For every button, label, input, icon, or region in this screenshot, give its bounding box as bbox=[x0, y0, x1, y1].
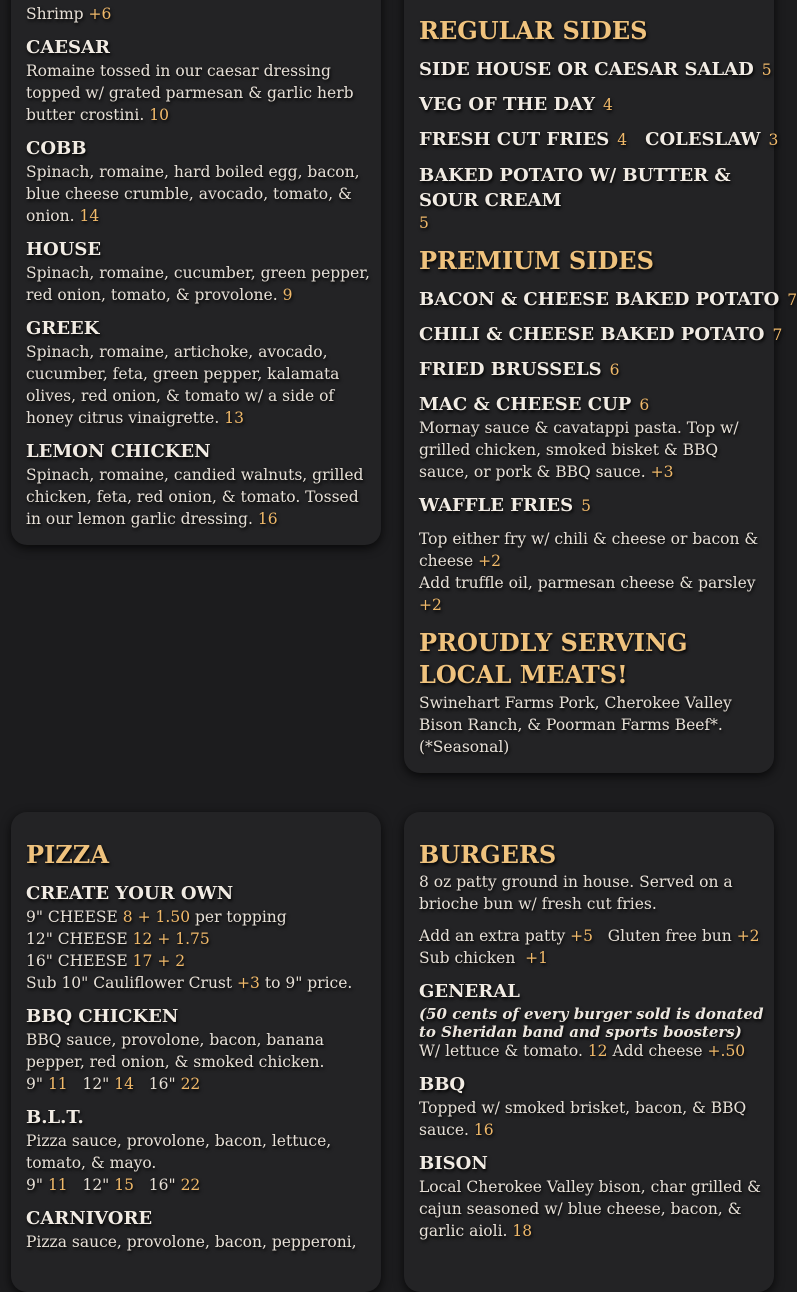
greek-name: GREEK bbox=[26, 318, 100, 339]
caesar-name: CAESAR bbox=[26, 37, 110, 58]
regular-side-item: BAKED POTATO W/ BUTTER & SOUR CREAM bbox=[419, 165, 731, 211]
burger-addons: Add an extra patty +5 Gluten free bun +2 Sub chicken +1 bbox=[419, 927, 760, 967]
blt-name: B.L.T. bbox=[26, 1107, 84, 1128]
bbq-burger-desc: Topped w/ smoked brisket, bacon, & BBQ sauce. 16 bbox=[419, 1099, 747, 1139]
house-desc: Spinach, romaine, cucumber, green pepper, red onion, tomato, & provolone. 9 bbox=[26, 264, 370, 304]
bison-burger-desc: Local Cherokee Valley bison, char grilled & cajun seasoned w/ blue cheese, bacon, & garlic aioli. 18 bbox=[419, 1178, 761, 1240]
pizza-title: PIZZA bbox=[26, 840, 109, 869]
premium-side-item: FRIED BRUSSELS 6 bbox=[419, 359, 620, 380]
salads-card bbox=[11, 0, 381, 545]
regular-side-price: 5 bbox=[419, 214, 429, 232]
bbq-burger-name: BBQ bbox=[419, 1074, 466, 1095]
burgers-card bbox=[404, 812, 774, 1292]
shrimp-addon: Shrimp +6 bbox=[26, 5, 112, 23]
bbq-chicken-desc: BBQ sauce, provolone, bacon, banana pepper, red onion, & smoked chicken. bbox=[26, 1031, 325, 1071]
bison-burger-name: BISON bbox=[419, 1153, 488, 1174]
premium-side-item: CHILI & CHEESE BAKED POTATO 7 bbox=[419, 324, 783, 345]
general-burger-name: GENERAL bbox=[419, 981, 520, 1002]
fry-addon: Add truffle oil, parmesan cheese & parsley +2 bbox=[419, 574, 756, 614]
cyo-line: 16" CHEESE 17 + 2 bbox=[26, 952, 186, 970]
carnivore-name: CARNIVORE bbox=[26, 1208, 153, 1229]
bbq-chicken-name: BBQ CHICKEN bbox=[26, 1006, 179, 1027]
premium-side-item: MAC & CHEESE CUP 6 bbox=[419, 394, 650, 415]
regular-side-item: FRESH CUT FRIES 4 COLESLAW 3 bbox=[419, 129, 779, 150]
cobb-desc: Spinach, romaine, hard boiled egg, bacon, blue cheese crumble, avocado, tomato, & onion. 14 bbox=[26, 163, 360, 225]
general-burger-note: (50 cents of every burger sold is donated to Sheridan band and sports boosters) bbox=[419, 1005, 764, 1041]
burgers-title: BURGERS bbox=[419, 840, 557, 869]
local-meats-desc: Swinehart Farms Pork, Cherokee Valley Bison Ranch, & Poorman Farms Beef*. (*Seasonal) bbox=[419, 694, 732, 756]
cauliflower-line: Sub 10" Cauliflower Crust +3 to 9" price. bbox=[26, 974, 353, 992]
carnivore-desc: Pizza sauce, provolone, bacon, pepperoni, bbox=[26, 1233, 357, 1251]
caesar-desc: Romaine tossed in our caesar dressing topped w/ grated parmesan & garlic herb butter crostini. 10 bbox=[26, 62, 354, 124]
regular-side-item: SIDE HOUSE OR CAESAR SALAD 5 bbox=[419, 59, 772, 80]
lemon-chicken-desc: Spinach, romaine, candied walnuts, grilled chicken, feta, red onion, & tomato. Tossed in our lemon garlic dressing. 16 bbox=[26, 466, 364, 528]
greek-desc: Spinach, romaine, artichoke, avocado, cucumber, feta, green pepper, kalamata olives, red onion, & tomato w/ a side of honey citrus vinaigrette. 13 bbox=[26, 343, 340, 427]
regular-sides-title: REGULAR SIDES bbox=[419, 16, 648, 45]
mac-cheese-desc: Mornay sauce & cavatappi pasta. Top w/ grilled chicken, smoked bisket & BBQ sauce, or pork & BBQ sauce. +3 bbox=[419, 419, 739, 481]
general-burger-desc: W/ lettuce & tomato. 12 Add cheese +.50 bbox=[419, 1042, 746, 1060]
house-name: HOUSE bbox=[26, 239, 102, 260]
pizza-card bbox=[11, 812, 381, 1292]
burgers-intro: 8 oz patty ground in house. Served on a brioche bun w/ fresh cut fries. bbox=[419, 873, 733, 913]
premium-side-item: BACON & CHEESE BAKED POTATO 7 bbox=[419, 289, 797, 310]
regular-side-item: VEG OF THE DAY 4 bbox=[419, 94, 613, 115]
blt-prices: 9" 11 12" 15 16" 22 bbox=[26, 1176, 201, 1194]
cyo-line: 12" CHEESE 12 + 1.75 bbox=[26, 930, 210, 948]
blt-desc: Pizza sauce, provolone, bacon, lettuce, tomato, & mayo. bbox=[26, 1132, 332, 1172]
local-meats-title: PROUDLY SERVING LOCAL MEATS! bbox=[419, 628, 688, 689]
bbq-chicken-prices: 9" 11 12" 14 16" 22 bbox=[26, 1075, 201, 1093]
sides-card bbox=[404, 0, 797, 773]
cyo-name: CREATE YOUR OWN bbox=[26, 883, 234, 904]
cobb-name: COBB bbox=[26, 138, 87, 159]
premium-side-item: WAFFLE FRIES 5 bbox=[419, 495, 591, 516]
cyo-line: 9" CHEESE 8 + 1.50 per topping bbox=[26, 908, 287, 926]
premium-sides-title: PREMIUM SIDES bbox=[419, 246, 654, 275]
fry-addon: Top either fry w/ chili & cheese or bacon & cheese +2 bbox=[419, 530, 759, 570]
lemon-chicken-name: LEMON CHICKEN bbox=[26, 441, 211, 462]
